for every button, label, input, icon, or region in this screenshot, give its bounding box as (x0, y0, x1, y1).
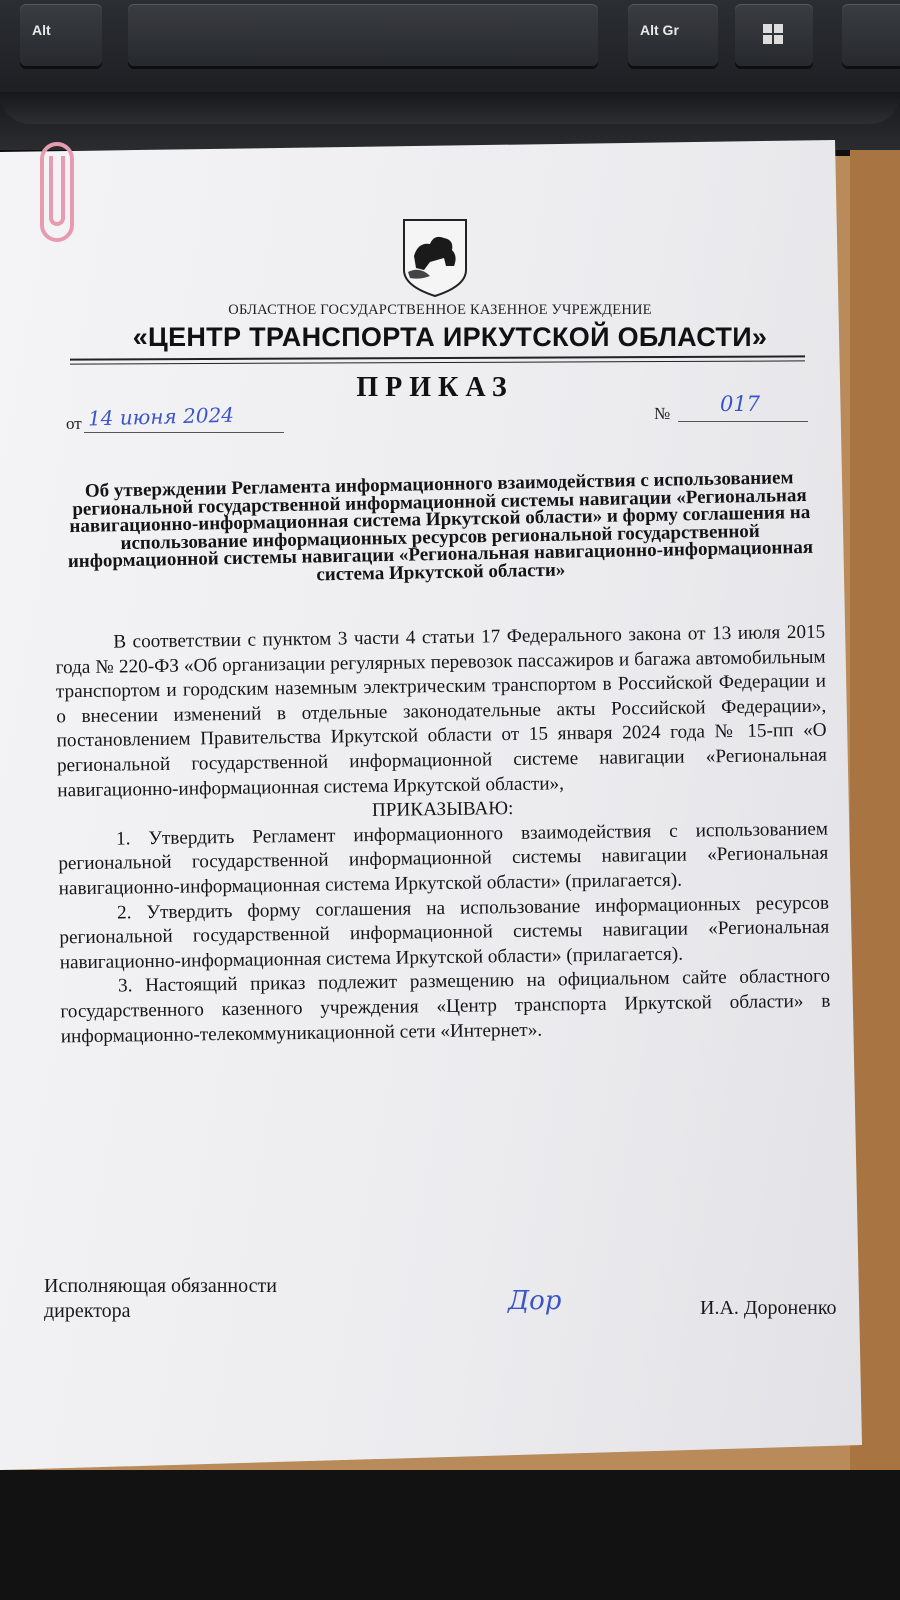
keyboard (0, 0, 900, 156)
document-subject: Об утверждении Регламента информационного взаимодействия с использованием региональной государственной информационной системы навигации «Региональная навигационно-информационная система Иркутской области» и форму соглашения на использование информационных ресурсов региональной государственной информационной системы навигации «Региональная навигационно-информационная система Иркутской области» (67, 467, 814, 586)
keyboard-edge (0, 92, 900, 124)
signatory-role-line2: директора (44, 1300, 131, 1322)
space-key (128, 4, 598, 66)
altgr-key (628, 4, 718, 66)
number-underline (678, 421, 808, 422)
order-item-3: 3. Настоящий приказ подлежит размещению на официальном сайте областного государственного казенного учреждения «Центр транспорта Иркутской области» в информационно-телекоммуникационной сети «Интернет». (60, 965, 831, 1047)
signatory-role (44, 1274, 364, 1324)
coat-of-arms-icon (400, 216, 470, 298)
paperclip-inner (49, 156, 65, 226)
organization-subtitle: ОБЛАСТНОЕ ГОСУДАРСТВЕННОЕ КАЗЕННОЕ УЧРЕЖДЕНИЕ (228, 302, 652, 318)
handwritten-date: 14 июня 2024 (87, 402, 235, 431)
document-body (55, 621, 831, 1050)
date-prefix: от (66, 414, 82, 433)
order-item-1: 1. Утвердить Регламент информационного взаимодействия с использованием региональной государственной информационной системы навигации «Региональная навигационно-информационная система Иркутской области» (прилагается). (58, 818, 829, 900)
order-item-2: 2. Утвердить форму соглашения на использование информационных ресурсов региональной государственной информационной системы навигации «Региональная навигационно-информационная система Иркутской области» (прилагается). (59, 892, 830, 974)
handwritten-signature: Дор (508, 1286, 562, 1316)
menu-key (842, 4, 900, 66)
preamble-paragraph: В соответствии с пунктом 3 части 4 статьи 17 Федерального закона от 13 июля 2015 года № 220-ФЗ «Об организации регулярных перевозок пассажиров и багажа автомобильным транспортом и городским наземным электрическим транспортом в Российской Федерации и о внесении изменений в отдельные законодательные акты Российской Федерации», постановлением Правительства Иркутской области от 15 января 2024 года № 15-пп «О региональной государственной информационной системе навигации «Региональная навигационно-информационная система Иркутской области», (55, 621, 828, 801)
handwritten-number: 017 (719, 392, 761, 416)
number-prefix: № (654, 404, 671, 423)
dark-background (0, 1470, 900, 1600)
signatory-name: И.А. Дороненко (700, 1297, 837, 1319)
alt-key (20, 4, 102, 66)
windows-key (735, 4, 813, 66)
windows-icon (763, 24, 783, 44)
document-type-title: ПРИКАЗ (356, 372, 514, 403)
alt-key-label: Alt (32, 22, 51, 38)
signatory-role-line1: Исполняющая обязанности (44, 1275, 277, 1297)
altgr-key-label: Alt Gr (640, 22, 679, 38)
organization-title: «ЦЕНТР ТРАНСПОРТА ИРКУТСКОЙ ОБЛАСТИ» (132, 322, 768, 352)
date-underline (84, 432, 284, 433)
order-word: ПРИКАЗЫВАЮ: (371, 798, 514, 822)
